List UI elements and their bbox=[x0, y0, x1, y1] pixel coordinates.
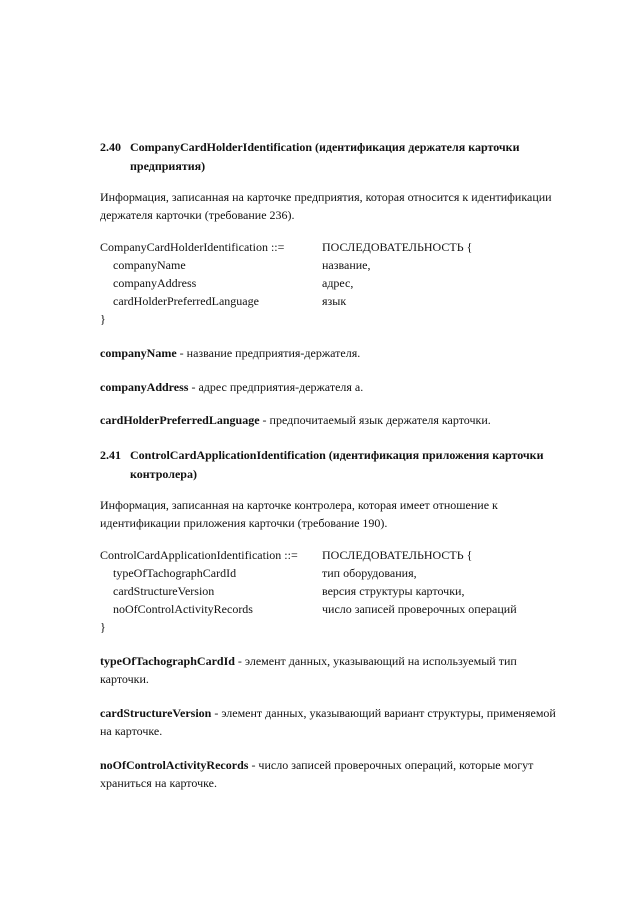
intro-line2: держателя карточки (требование 236). bbox=[100, 208, 295, 222]
definition-text: - элемент данных, указывающий на используемый тип bbox=[234, 654, 517, 668]
definition-text: - название предприятия-держателя. bbox=[176, 346, 361, 360]
definition-term: cardStructureVersion bbox=[100, 706, 212, 720]
section-2-40-asn-definition bbox=[100, 238, 570, 328]
asn-field-desc: язык bbox=[322, 294, 347, 308]
intro-line1: Информация, записанная на карточке контролера, которая имеет отношение к bbox=[100, 498, 498, 512]
section-title-line1: CompanyCardHolderIdentification (идентификация держателя карточки bbox=[130, 140, 520, 154]
definition-term: typeOfTachographCardId bbox=[100, 654, 235, 668]
section-title-line1: ControlCardApplicationIdentification (идентификация приложения карточки bbox=[130, 448, 544, 462]
definition-company-address bbox=[100, 378, 580, 396]
asn-field-desc: адрес, bbox=[322, 276, 354, 290]
definition-text: - предпочитаемый язык держателя карточки. bbox=[259, 413, 491, 427]
definition-term: noOfControlActivityRecords bbox=[100, 758, 249, 772]
asn-field-name: typeOfTachographCardId bbox=[113, 566, 237, 580]
asn-field-name: cardStructureVersion bbox=[113, 584, 215, 598]
section-2-40-intro bbox=[100, 188, 580, 224]
definition-term: cardHolderPreferredLanguage bbox=[100, 413, 260, 427]
definition-card-holder-preferred-language bbox=[100, 411, 580, 429]
asn-field-name: cardHolderPreferredLanguage bbox=[113, 294, 259, 308]
asn-field-name: noOfControlActivityRecords bbox=[113, 602, 253, 616]
asn-field-desc: число записей проверочных операций bbox=[322, 602, 517, 616]
asn-field-name: companyAddress bbox=[113, 276, 197, 290]
intro-line2: идентификации приложения карточки (требование 190). bbox=[100, 516, 388, 530]
definition-company-name bbox=[100, 344, 580, 362]
definition-text-line2: карточки. bbox=[100, 672, 149, 686]
definition-text: - элемент данных, указывающий вариант структуры, применяемой bbox=[211, 706, 556, 720]
intro-line1: Информация, записанная на карточке предприятия, которая относится к идентификации bbox=[100, 190, 552, 204]
section-number: 2.40 bbox=[100, 140, 121, 154]
section-2-41-asn-definition bbox=[100, 546, 570, 636]
section-title-line2: предприятия) bbox=[130, 159, 206, 173]
definition-type-of-tachograph-card-id bbox=[100, 652, 580, 688]
asn-sequence-keyword: ПОСЛЕДОВАТЕЛЬНОСТЬ { bbox=[322, 240, 473, 254]
definition-no-of-control-activity-records bbox=[100, 756, 580, 792]
definition-text-line2: на карточке. bbox=[100, 724, 163, 738]
asn-close-brace: } bbox=[100, 312, 106, 326]
section-number: 2.41 bbox=[100, 448, 121, 462]
definition-text: - адрес предприятия-держателя а. bbox=[188, 380, 364, 394]
asn-field-desc: тип оборудования, bbox=[322, 566, 417, 580]
asn-field-name: companyName bbox=[113, 258, 186, 272]
section-2-41-intro bbox=[100, 496, 580, 532]
definition-text-line2: храниться на карточке. bbox=[100, 776, 217, 790]
definition-card-structure-version bbox=[100, 704, 580, 740]
asn-field-desc: версия структуры карточки, bbox=[322, 584, 465, 598]
section-2-41-heading bbox=[100, 446, 570, 484]
section-2-40-heading bbox=[100, 138, 570, 176]
asn-sequence-keyword: ПОСЛЕДОВАТЕЛЬНОСТЬ { bbox=[322, 548, 473, 562]
definition-term: companyAddress bbox=[100, 380, 189, 394]
section-title-line2: контролера) bbox=[130, 467, 197, 481]
asn-close-brace: } bbox=[100, 620, 106, 634]
definition-term: companyName bbox=[100, 346, 177, 360]
definition-text: - число записей проверочных операций, которые могут bbox=[248, 758, 534, 772]
asn-type-name: CompanyCardHolderIdentification ::= bbox=[100, 240, 285, 254]
asn-field-desc: название, bbox=[322, 258, 371, 272]
asn-type-name: ControlCardApplicationIdentification ::= bbox=[100, 548, 298, 562]
